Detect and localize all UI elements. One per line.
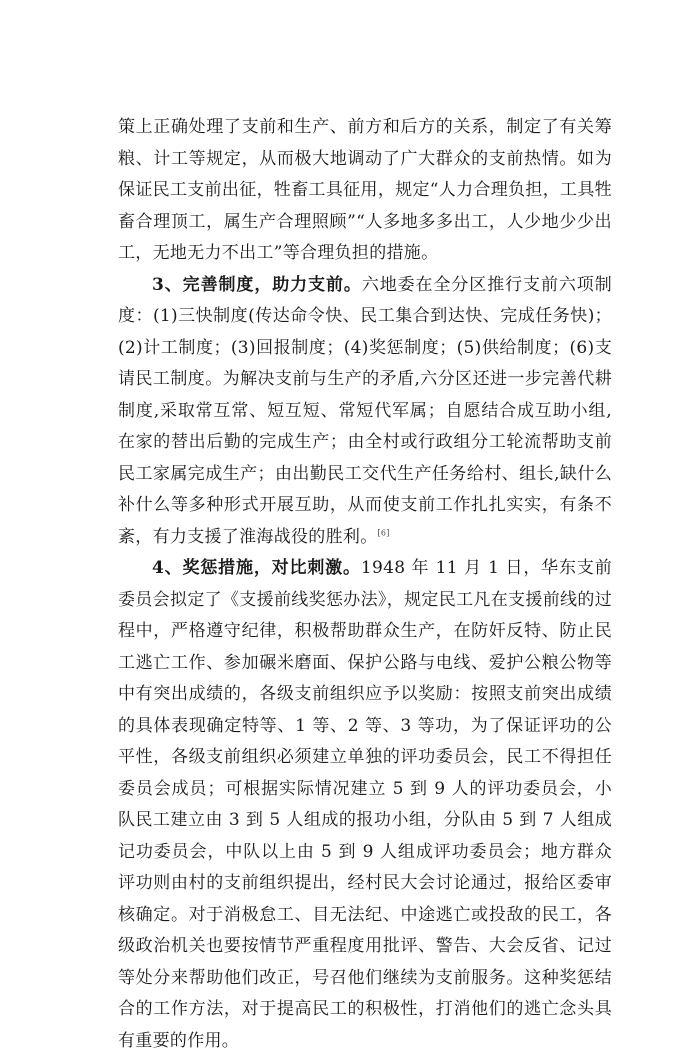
footnote-ref-6: [6] xyxy=(377,527,390,537)
paragraph-2 xyxy=(118,270,612,554)
paragraph-3-text: 1948 年 11 月 1 日，华东支前委员会拟定了《支援前线奖惩办法》，规定民工凡在支援前线的过程中，严格遵守纪律，积极帮助群众生产，在防奸反特、防止民工逃亡工作、参加碾米磨面、保护公路与电线、爱护公粮公物等中有突出成绩的，各级支前组织应予以奖励：按照支前突出成绩的具体表现确定特等、1 等、2 等、3 等功，为了保证评功的公平性，各级支前组织必须建立单独的评功委员会，民工不得担任委员会成员；可根据实际情况建立 5 到 9 人的评功委员会，小队民工建立由 3 到 5 人组成的报功小组，分队由 5 到 7 人组成记功委员会，中队以上由 5 到 9 人组成评功委员会；地方群众评功则由村的支前组织提出，经村民大会讨论通过，报给区委审核确定。对于消极怠工、目无法纪、中途逃亡或投敌的民工，各级政治机关也要按情节严重程度用批评、警告、大会反省、记过等处分来帮助他们改正，号召他们继续为支前服务。这种奖惩结合的工作方法，对于提高民工的积极性，打消他们的逃亡念头具有重要的作用。 xyxy=(118,558,612,1051)
paragraph-2-text: 六地委在全分区推行支前六项制度：(1)三快制度(传达命令快、民工集合到达快、完成任务快)；(2)计工制度；(3)回报制度；(4)奖惩制度；(5)供给制度；(6)支请民工制度。为解决支前与生产的矛盾,六分区还进一步完善代耕制度,采取常互常、短互短、常短代军属；自愿结合成互助小组,在家的替出后勤的完成生产；由全村或行政组分工轮流帮助支前民工家属完成生产；由出勤民工交代生产任务给村、组长,缺什么补什么等多种形式开展互助，从而使支前工作扎扎实实，有条不紊，有力支援了淮海战役的胜利。 xyxy=(118,274,612,547)
section-3-heading: 3、完善制度，助力支前。 xyxy=(152,274,362,295)
document-body xyxy=(118,112,612,1057)
section-4-heading: 4、奖惩措施，对比刺激。 xyxy=(152,558,361,578)
paragraph-3 xyxy=(118,553,612,1057)
paragraph-1-text: 策上正确处理了支前和生产、前方和后方的关系，制定了有关筹粮、计工等规定，从而极大地调动了广大群众的支前热情。如为保证民工支前出征，牲畜工具征用，规定“人力合理负担，工具牲畜合理顶工，属生产合理照顾”“人多地多多出工，人少地少少出工，无地无力不出工”等合理负担的措施。 xyxy=(118,117,612,263)
paragraph-1 xyxy=(118,112,612,270)
